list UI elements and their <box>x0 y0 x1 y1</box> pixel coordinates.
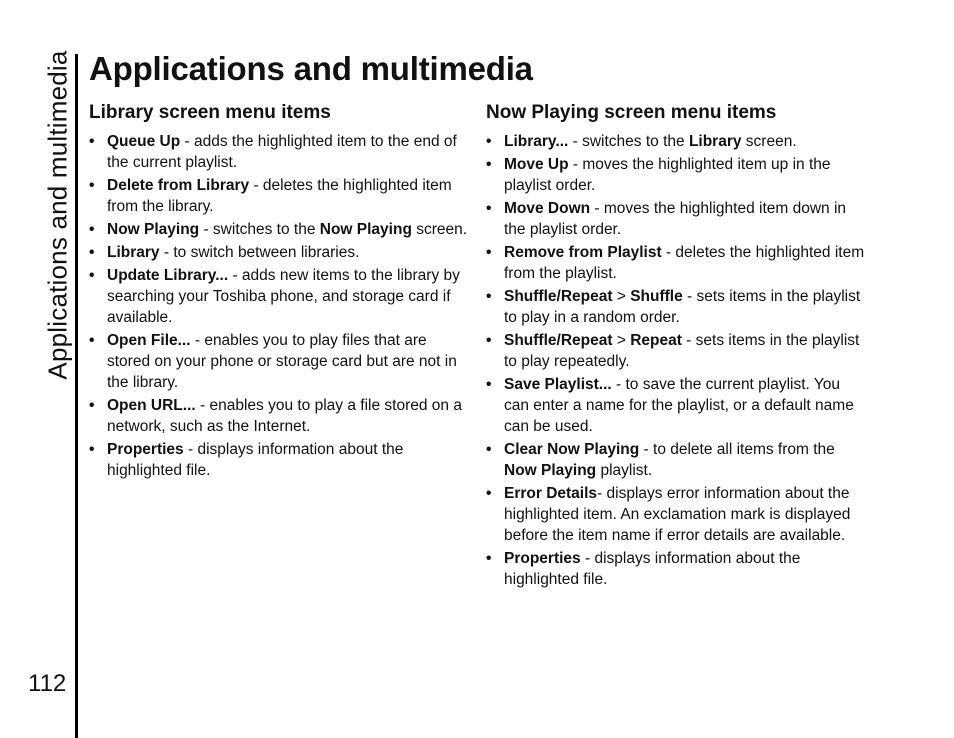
menu-item-text: screen. <box>411 221 468 238</box>
library-menu-list <box>89 131 469 481</box>
menu-item-text: - to save the current playlist. You can enter a name for the playlist, or a default name can be used. <box>504 376 854 435</box>
bullet-icon: • <box>486 485 492 502</box>
menu-item-text: - adds the highlighted item to the end of the current playlist. <box>107 133 457 171</box>
menu-item-text: - to delete all items from the <box>639 441 835 458</box>
page-number: 112 <box>28 670 67 697</box>
menu-item-description <box>486 439 866 481</box>
menu-item-text: - moves the highlighted item up in the playlist order. <box>504 156 831 194</box>
menu-item-name: Open File... <box>107 332 191 349</box>
bullet-icon: • <box>486 133 492 150</box>
menu-item-description <box>89 439 469 481</box>
menu-item-name: Properties <box>504 550 581 567</box>
menu-item-name: Clear Now Playing <box>504 441 640 458</box>
menu-item-text: - enables you to play files that are stored on your phone or storage card but are not in the library. <box>107 332 457 391</box>
bullet-icon: • <box>486 550 492 567</box>
menu-item-text: - to switch between libraries. <box>159 244 360 261</box>
bullet-icon: • <box>486 376 492 393</box>
menu-item-name: Library <box>107 244 160 261</box>
now-playing-menu-list <box>486 131 866 590</box>
menu-item-text: - displays information about the highlighted file. <box>107 441 404 479</box>
menu-item-description <box>89 175 469 217</box>
side-section-label: Applications and multimedia <box>42 50 73 380</box>
menu-item-name: Save Playlist... <box>504 376 612 393</box>
bullet-icon: • <box>89 332 95 349</box>
menu-item-name: Move Down <box>504 200 591 217</box>
menu-item-text: screen. <box>741 133 797 150</box>
menu-item-description <box>486 548 866 590</box>
menu-item-text: - switches to the <box>568 133 689 150</box>
menu-item-name: Move Up <box>504 156 569 173</box>
menu-item-description <box>89 219 469 240</box>
menu-item-description <box>486 483 866 546</box>
menu-item-text: > <box>612 288 631 305</box>
menu-item-description <box>89 395 469 437</box>
menu-item-name: Remove from Playlist <box>504 244 662 261</box>
menu-item-text: - sets items in the playlist to play in a random order. <box>504 288 861 326</box>
bullet-icon: • <box>486 200 492 217</box>
menu-item-name: Repeat <box>630 332 682 349</box>
now-playing-menu-section <box>486 101 866 592</box>
menu-item-name: Now Playing <box>107 221 200 238</box>
bullet-icon: • <box>89 133 95 150</box>
menu-item-text: > <box>612 332 631 349</box>
bullet-icon: • <box>89 397 95 414</box>
menu-item-text: - moves the highlighted item down in the playlist order. <box>504 200 847 238</box>
menu-item-description <box>486 242 866 284</box>
side-section-tab <box>42 50 73 380</box>
bullet-icon: • <box>89 441 95 458</box>
bullet-icon: • <box>486 156 492 173</box>
menu-item-name: Library... <box>504 133 569 150</box>
menu-item-name: Error Details <box>504 485 598 502</box>
menu-item-text: - displays information about the highlighted file. <box>504 550 801 588</box>
menu-item-text: - sets items in the playlist to play repeatedly. <box>504 332 860 370</box>
menu-item-text: - deletes the highlighted item from the playlist. <box>504 244 865 282</box>
menu-item-text: - displays error information about the highlighted item. An exclamation mark is displayed before the item name if error details are available. <box>504 485 851 544</box>
bullet-icon: • <box>89 244 95 261</box>
bullet-icon: • <box>89 267 95 284</box>
menu-item-name: Properties <box>107 441 184 458</box>
menu-item-description <box>486 198 866 240</box>
menu-item-text: - switches to the <box>199 221 320 238</box>
menu-item-name: Queue Up <box>107 133 181 150</box>
bullet-icon: • <box>89 221 95 238</box>
menu-item-description <box>89 330 469 393</box>
menu-item-name: Shuffle/Repeat <box>504 332 613 349</box>
menu-item-description <box>89 242 469 263</box>
menu-item-description <box>486 131 866 152</box>
page-title: Applications and multimedia <box>89 50 533 87</box>
bullet-icon: • <box>486 441 492 458</box>
menu-item-text: playlist. <box>596 462 653 479</box>
bullet-icon: • <box>486 288 492 305</box>
menu-item-text: - deletes the highlighted item from the library. <box>107 177 452 215</box>
menu-item-description <box>486 330 866 372</box>
bullet-icon: • <box>486 244 492 261</box>
bullet-icon: • <box>486 332 492 349</box>
menu-item-description <box>486 286 866 328</box>
menu-item-name: Now Playing <box>504 462 597 479</box>
menu-item-description <box>486 374 866 437</box>
menu-item-name: Now Playing <box>319 221 412 238</box>
menu-item-name: Shuffle/Repeat <box>504 288 613 305</box>
menu-item-description <box>89 265 469 328</box>
library-menu-heading: Library screen menu items <box>89 102 331 123</box>
bullet-icon: • <box>89 177 95 194</box>
vertical-divider <box>75 54 78 738</box>
menu-item-name: Delete from Library <box>107 177 250 194</box>
menu-item-name: Update Library... <box>107 267 229 284</box>
menu-item-name: Open URL... <box>107 397 196 414</box>
menu-item-name: Shuffle <box>630 288 683 305</box>
menu-item-text: - adds new items to the library by searching your Toshiba phone, and storage card if available. <box>107 267 460 326</box>
library-menu-section <box>89 101 469 483</box>
now-playing-menu-heading: Now Playing screen menu items <box>486 102 777 123</box>
menu-item-description <box>486 154 866 196</box>
menu-item-text: - enables you to play a file stored on a network, such as the Internet. <box>107 397 462 435</box>
menu-item-description <box>89 131 469 173</box>
menu-item-name: Library <box>688 133 742 150</box>
